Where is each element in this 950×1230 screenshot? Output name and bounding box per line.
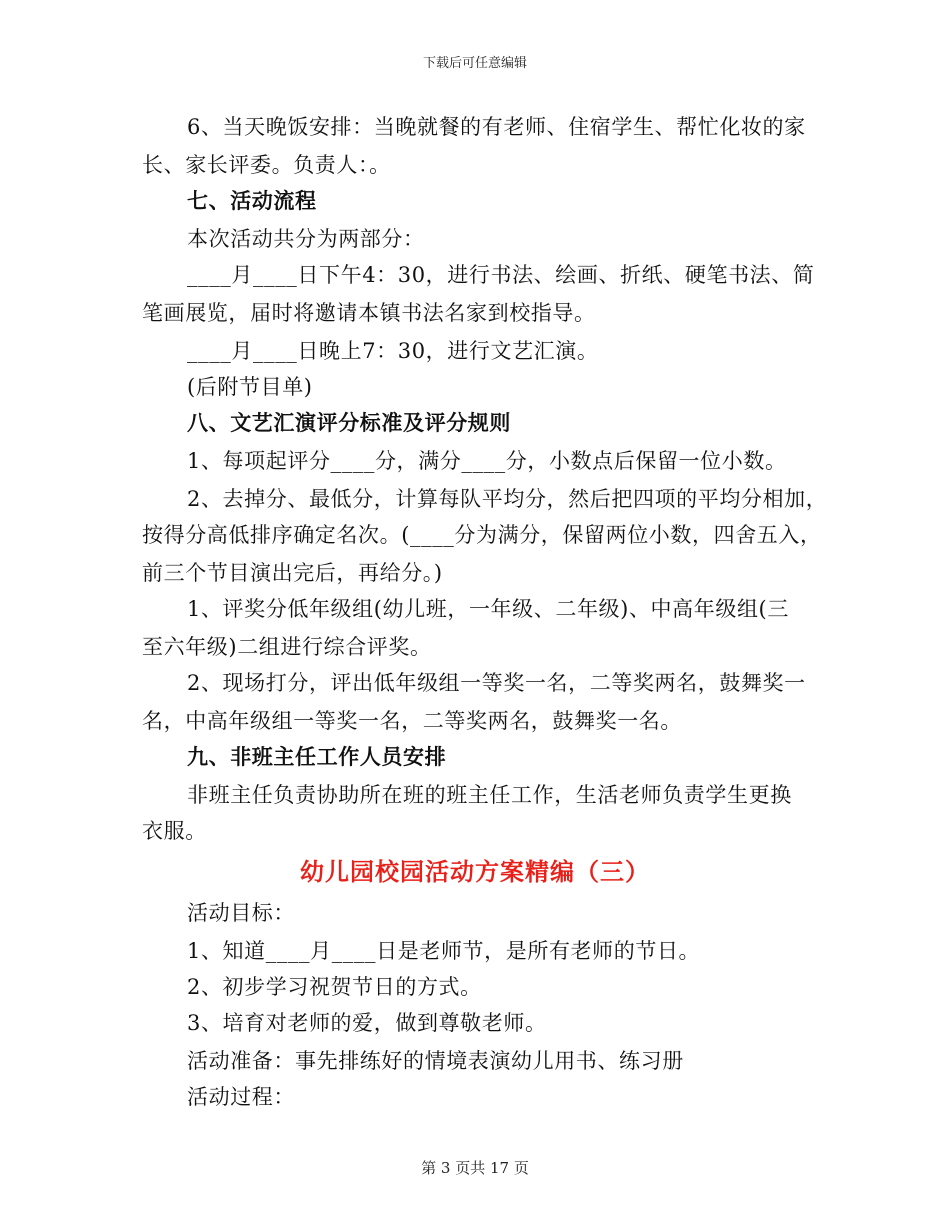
page-footer: 第 3 页共 17 页 bbox=[421, 1159, 529, 1177]
body-line: 1、评奖分低年级组(幼儿班，一年级、二年级)、中高年级组(三 bbox=[187, 597, 789, 621]
body-line: 长、家长评委。负责人：。 bbox=[142, 153, 391, 177]
body-line: 本次活动共分为两部分： bbox=[187, 227, 425, 251]
body-line: 衣服。 bbox=[142, 819, 207, 843]
body-line: 2、初步学习祝贺节日的方式。 bbox=[187, 975, 482, 999]
body-line: 2、现场打分，评出低年级组一等奖一名，二等奖两名，鼓舞奖一 bbox=[187, 671, 806, 695]
body-line: 按得分高低排序确定名次。(____分为满分，保留两位小数，四舍五入， bbox=[142, 523, 822, 547]
section-heading: 九、非班主任工作人员安排 bbox=[187, 744, 447, 769]
body-line: 至六年级)二组进行综合评奖。 bbox=[142, 635, 432, 659]
body-line: 6、当天晚饭安排：当晚就餐的有老师、住宿学生、帮忙化妆的家 bbox=[187, 115, 806, 139]
section-title: 幼儿园校园活动方案精编（三） bbox=[300, 857, 650, 886]
page-header: 下载后可任意编辑 bbox=[422, 56, 527, 71]
body-line: 非班主任负责协助所在班的班主任工作，生活老师负责学生更换 bbox=[187, 783, 792, 807]
body-line: ____月____日下午4：30，进行书法、绘画、折纸、硬笔书法、简 bbox=[187, 263, 815, 287]
body-line: 3、培育对老师的爱，做到尊敬老师。 bbox=[187, 1011, 547, 1035]
body-line: 1、每项起评分____分，满分____分，小数点后保留一位小数。 bbox=[187, 449, 787, 473]
body-line: 活动准备：事先排练好的情境表演幼儿用书、练习册 bbox=[187, 1049, 684, 1073]
section-heading: 八、文艺汇演评分标准及评分规则 bbox=[187, 410, 511, 435]
body-line: 活动目标： bbox=[187, 901, 295, 925]
body-line: 活动过程： bbox=[187, 1085, 295, 1109]
section-heading: 七、活动流程 bbox=[187, 188, 317, 213]
body-line: 名，中高年级组一等奖一名，二等奖两名，鼓舞奖一名。 bbox=[142, 709, 682, 733]
body-line: 笔画展览，届时将邀请本镇书法名家到校指导。 bbox=[142, 301, 596, 325]
body-line: 前三个节目演出完后，再给分。) bbox=[142, 561, 443, 585]
body-line: 2、去掉分、最低分，计算每队平均分，然后把四项的平均分相加， bbox=[187, 487, 828, 511]
body-line: (后附节目单) bbox=[187, 375, 313, 399]
body-line: ____月____日晚上7：30，进行文艺汇演。 bbox=[187, 339, 599, 363]
body-line: 1、知道____月____日是老师节，是所有老师的节日。 bbox=[187, 939, 701, 963]
